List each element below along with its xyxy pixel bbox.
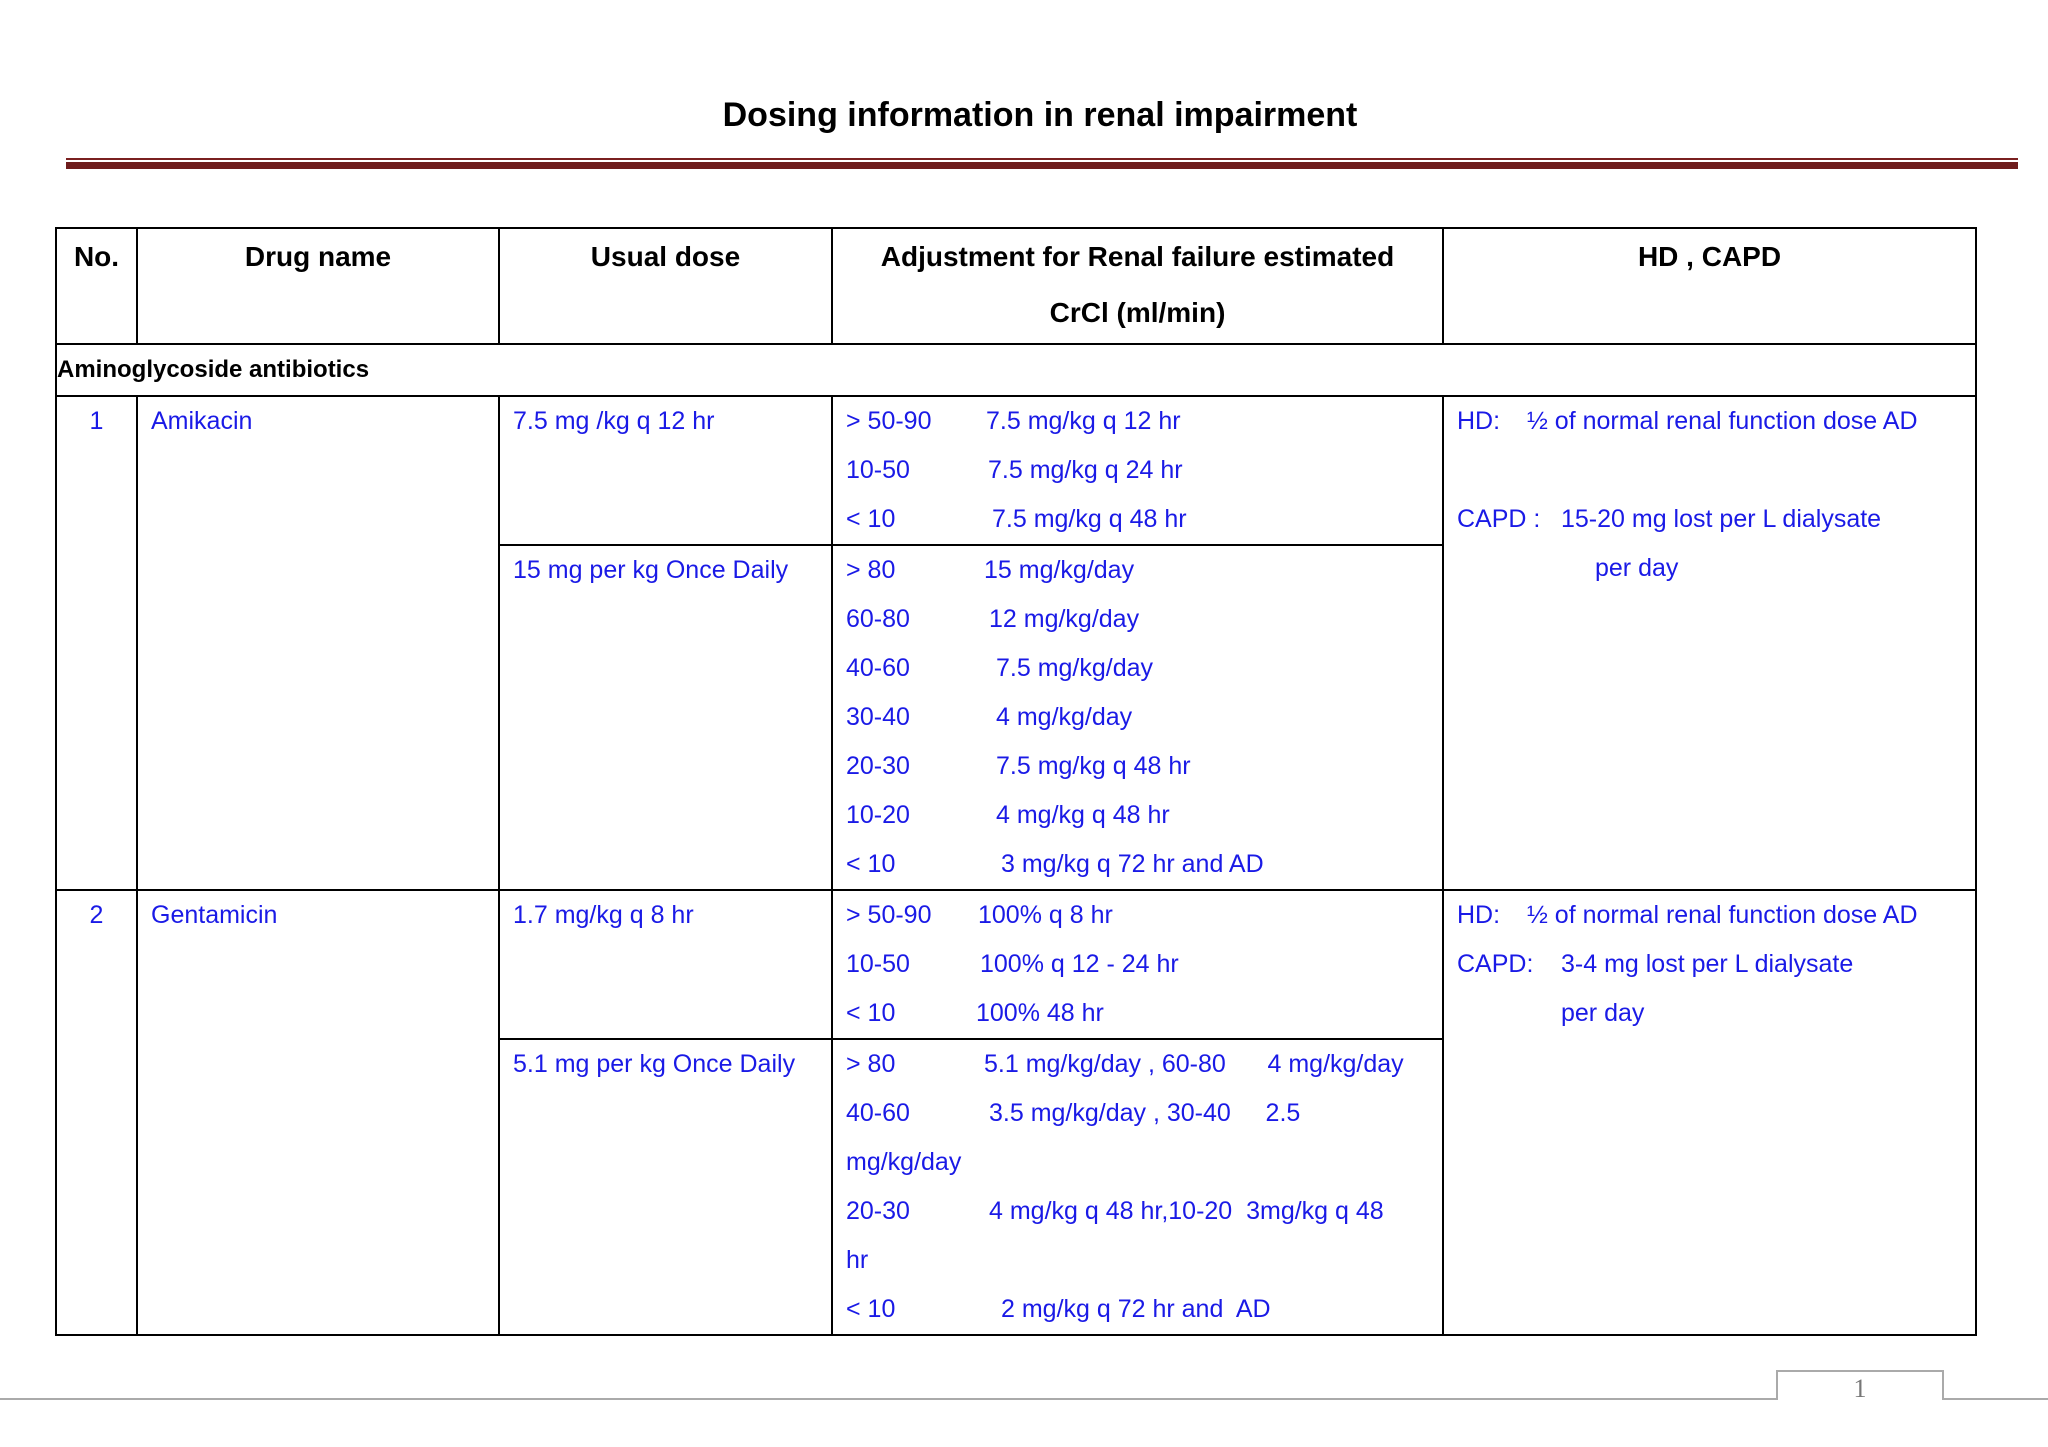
adjusted-dose: mg/kg/day <box>846 1148 962 1176</box>
crcl-range: 20-30 <box>846 1197 910 1225</box>
capd-text: 15-20 mg lost per L dialysate <box>1561 505 1882 533</box>
page-title: Dosing information in renal impairment <box>722 96 1358 134</box>
drug-name: Gentamicin <box>137 890 499 1335</box>
hd-text: ½ of normal renal function dose AD <box>1527 901 1918 929</box>
hd-capd-cell <box>1443 396 1976 890</box>
usual-dose: 15 mg per kg Once Daily <box>499 545 832 890</box>
crcl-range: 40-60 <box>846 1099 910 1127</box>
crcl-range: 10-50 <box>846 950 910 978</box>
header-adjustment-line2: CrCl (ml/min) <box>1049 297 1226 328</box>
adjusted-dose: 5.1 mg/kg/day , 60-80 4 mg/kg/day <box>984 1050 1404 1078</box>
table-row <box>56 890 1976 1039</box>
adjusted-dose: 100% q 12 - 24 hr <box>980 950 1179 978</box>
adjustment-line <box>846 595 1442 644</box>
header-no: No. <box>56 228 137 344</box>
adjustment-line <box>846 1187 1442 1236</box>
adjustment-cell <box>832 545 1443 890</box>
usual-dose: 1.7 mg/kg q 8 hr <box>499 890 832 1039</box>
usual-dose: 5.1 mg per kg Once Daily <box>499 1039 832 1335</box>
adjustment-line <box>846 1040 1442 1089</box>
section-aminoglycoside: Aminoglycoside antibiotics <box>56 344 1976 396</box>
hd-line <box>1457 397 1975 446</box>
adjustment-line <box>846 1236 1442 1285</box>
table-row <box>56 396 1976 545</box>
adjusted-dose: 7.5 mg/kg q 12 hr <box>986 407 1181 435</box>
title-divider-thin <box>66 158 2018 160</box>
section-row <box>56 344 1976 396</box>
crcl-range: > 50-90 <box>846 901 932 929</box>
header-hd-capd: HD , CAPD <box>1443 228 1976 344</box>
adjustment-line <box>846 989 1442 1038</box>
adjusted-dose: 7.5 mg/kg q 48 hr <box>996 752 1191 780</box>
capd-line <box>1457 940 1975 989</box>
crcl-range: > 80 <box>846 1050 896 1078</box>
capd-label: CAPD : <box>1457 505 1541 533</box>
adjusted-dose: 7.5 mg/kg q 24 hr <box>988 456 1183 484</box>
adjustment-line <box>846 891 1442 940</box>
adjusted-dose: 7.5 mg/kg q 48 hr <box>992 505 1187 533</box>
capd-line <box>1457 495 1975 544</box>
adjusted-dose: 100% q 8 hr <box>978 901 1113 929</box>
adjustment-line <box>846 791 1442 840</box>
hd-label: HD: <box>1457 901 1501 929</box>
adjusted-dose: hr <box>846 1246 869 1274</box>
table-header-row <box>56 228 1976 344</box>
adjustment-line <box>846 546 1442 595</box>
crcl-range: 30-40 <box>846 703 910 731</box>
footer-rule <box>0 1398 2048 1400</box>
adjustment-line <box>846 940 1442 989</box>
crcl-range: < 10 <box>846 999 896 1027</box>
hd-label: HD: <box>1457 407 1501 435</box>
crcl-range: 10-20 <box>846 801 910 829</box>
adjustment-line <box>846 446 1442 495</box>
adjusted-dose: 3 mg/kg q 72 hr and AD <box>1001 850 1264 878</box>
title-divider-thick <box>66 162 2018 169</box>
capd-label: CAPD: <box>1457 950 1534 978</box>
adjustment-cell <box>832 890 1443 1039</box>
header-drug-name: Drug name <box>137 228 499 344</box>
crcl-range: < 10 <box>846 850 896 878</box>
row-number: 1 <box>56 396 137 890</box>
adjustment-line <box>846 1285 1442 1334</box>
adjusted-dose: 4 mg/kg q 48 hr,10-20 3mg/kg q 48 <box>989 1197 1384 1225</box>
adjustment-cell <box>832 396 1443 545</box>
crcl-range: > 80 <box>846 556 896 584</box>
hd-text: ½ of normal renal function dose AD <box>1527 407 1918 435</box>
dosing-table <box>55 227 1977 1336</box>
adjustment-line <box>846 644 1442 693</box>
row-number: 2 <box>56 890 137 1335</box>
adjustment-cell <box>832 1039 1443 1335</box>
header-adjustment-line1: Adjustment for Renal failure estimated <box>880 241 1395 272</box>
hd-line <box>1457 891 1975 940</box>
adjusted-dose: 7.5 mg/kg/day <box>996 654 1154 682</box>
adjusted-dose: 15 mg/kg/day <box>984 556 1135 584</box>
capd-continuation: per day <box>1595 554 1679 582</box>
adjusted-dose: 100% 48 hr <box>976 999 1104 1027</box>
adjusted-dose: 2 mg/kg q 72 hr and AD <box>1001 1295 1271 1323</box>
capd-continuation: per day <box>1561 999 1645 1027</box>
header-usual-dose: Usual dose <box>499 228 832 344</box>
hd-capd-cell <box>1443 890 1976 1335</box>
page-number: 1 <box>1776 1370 1944 1400</box>
crcl-range: < 10 <box>846 505 896 533</box>
adjustment-line <box>846 693 1442 742</box>
adjusted-dose: 4 mg/kg q 48 hr <box>996 801 1170 829</box>
capd-text: 3-4 mg lost per L dialysate <box>1561 950 1854 978</box>
header-adjustment <box>832 228 1443 344</box>
adjustment-line <box>846 840 1442 889</box>
adjustment-line <box>846 495 1442 544</box>
blank-line <box>1457 446 1975 495</box>
crcl-range: 10-50 <box>846 456 910 484</box>
crcl-range: < 10 <box>846 1295 896 1323</box>
usual-dose: 7.5 mg /kg q 12 hr <box>499 396 832 545</box>
adjusted-dose: 4 mg/kg/day <box>996 703 1133 731</box>
adjusted-dose: 12 mg/kg/day <box>989 605 1140 633</box>
adjusted-dose: 3.5 mg/kg/day , 30-40 2.5 <box>989 1099 1301 1127</box>
adjustment-line <box>846 1138 1442 1187</box>
crcl-range: 40-60 <box>846 654 910 682</box>
crcl-range: > 50-90 <box>846 407 932 435</box>
adjustment-line <box>846 1089 1442 1138</box>
adjustment-line <box>846 742 1442 791</box>
crcl-range: 20-30 <box>846 752 910 780</box>
drug-name: Amikacin <box>137 396 499 890</box>
adjustment-line <box>846 397 1442 446</box>
crcl-range: 60-80 <box>846 605 910 633</box>
